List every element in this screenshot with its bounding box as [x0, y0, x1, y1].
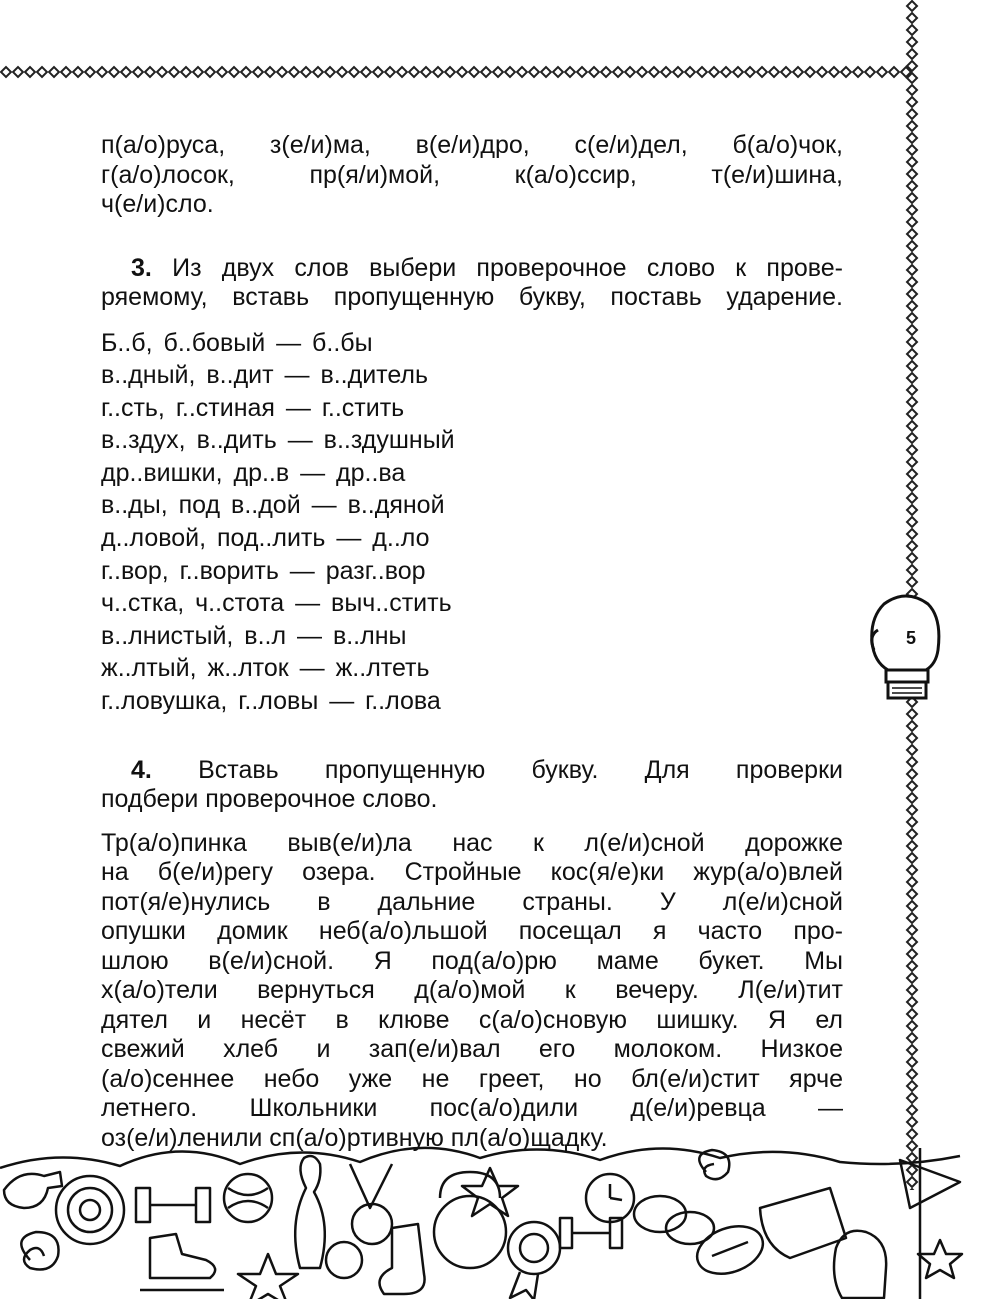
page-number: 5 [905, 628, 916, 648]
intro-line: г(а/о)лосок, пр(я/и)мой, к(а/о)ссир, т(е/и)шина, [101, 160, 843, 189]
text-line: опушки домик неб(а/о)льшой посещал я часто про- [101, 917, 843, 946]
task-3 [101, 254, 843, 718]
task-4-number: 4. [131, 755, 152, 784]
task-4 [101, 756, 843, 1154]
word-group: ж..лтый, ж..лток — ж..лтеть [101, 654, 430, 683]
task-4-instruction-line1: 4. Вставь пропущенную букву. Для проверки [131, 755, 843, 784]
text-line: оз(е/и)ленили сп(а/о)ртивную пл(а/о)щадку. [101, 1123, 608, 1152]
word-group: в..здух, в..дить — в..здушный [101, 426, 455, 455]
word-group: ч..стка, ч..стота — выч..стить [101, 589, 452, 618]
intro-line: п(а/о)руса, з(е/и)ма, в(е/и)дро, с(е/и)дел, б(а/о)чок, [101, 131, 843, 159]
word-group: в..лнистый, в..л — в..лны [101, 621, 407, 650]
intro-paragraph [101, 131, 843, 220]
chain-border-top [0, 62, 912, 82]
text-line: дятел и несёт в клюве с(а/о)сновую шишку. Я ел [101, 1005, 843, 1034]
text-line: Тр(а/о)пинка выв(е/и)ла нас к л(е/и)сной дорожке [101, 828, 843, 857]
text-line: шлою в(е/и)сной. Я под(а/о)рю маме букет. Мы [101, 946, 843, 975]
text-line: пот(я/е)нулись в дальние страны. У л(е/и)сной [101, 887, 843, 916]
task-4-text [101, 829, 843, 1154]
task-3-number: 3. [131, 253, 152, 282]
text-line: летнего. Школьники пос(а/о)дили д(е/и)ревца — [101, 1094, 843, 1123]
word-group: г..ловушка, г..ловы — г..лова [101, 687, 441, 716]
text-line: х(а/о)тели вернуться д(а/о)мой к вечеру. Л(е/и)тит [101, 976, 843, 1005]
word-group: г..сть, г..стиная — г..стить [101, 393, 405, 422]
text-line: (а/о)сеннее небо уже не греет, но бл(е/и)стит ярче [101, 1064, 843, 1093]
intro-line: ч(е/и)сло. [101, 190, 214, 218]
task-3-instruction-line2: ряемому, вставь пропущенную букву, поставь ударение. [101, 283, 843, 311]
text-line: на б(е/и)регу озера. Стройные кос(я/е)ки жур(а/о)влей [101, 858, 843, 887]
text-line: свежий хлеб и зап(е/и)вал его молоком. Низкое [101, 1035, 843, 1064]
word-group: г..вор, г..ворить — разг..вор [101, 556, 426, 585]
word-group: Б..б, б..бовый — б..бы [101, 328, 373, 357]
page-content [101, 131, 843, 1153]
sports-doodle-border [0, 1128, 986, 1299]
word-group: в..ды, под в..дой — в..дяной [101, 491, 445, 520]
word-group: д..ловой, под..лить — д..ло [101, 524, 430, 553]
task-3-word-list [101, 327, 843, 718]
word-group: в..дный, в..дит — в..дитель [101, 361, 429, 390]
task-3-instruction-line1: 3. Из двух слов выбери проверочное слово к прове- [131, 253, 843, 282]
word-group: др..вишки, др..в — др..ва [101, 458, 406, 487]
task-4-instruction-line2: подбери проверочное слово. [101, 785, 438, 814]
